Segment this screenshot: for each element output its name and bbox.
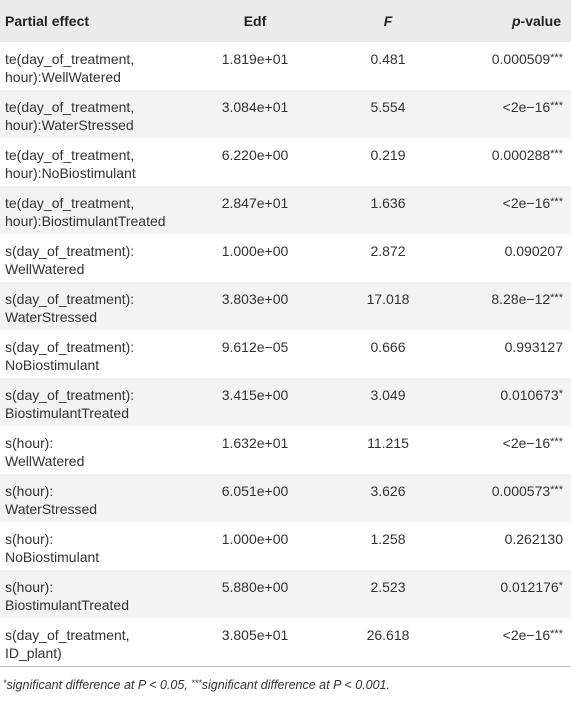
cell-edf: 3.803e+00 xyxy=(221,291,289,307)
effect-line-2: hour):WaterStressed xyxy=(5,117,134,133)
cell-partial-effect xyxy=(0,522,180,570)
cell-p-value xyxy=(446,618,571,666)
cell-f: 26.618 xyxy=(366,627,410,643)
cell-partial-effect xyxy=(0,234,180,282)
significance-marker: *** xyxy=(550,148,563,160)
cell-partial-effect xyxy=(0,618,180,666)
p-value-text: <2e−16 xyxy=(502,435,551,451)
cell-partial-effect xyxy=(0,330,180,378)
col-partial-effect: Partial effect xyxy=(5,13,90,29)
p-value-text: 0.090207 xyxy=(504,243,563,259)
cell-partial-effect xyxy=(0,90,180,138)
cell-edf: 6.051e+00 xyxy=(221,483,289,499)
cell-p-value xyxy=(446,90,571,138)
significance-marker: *** xyxy=(550,100,563,112)
cell-partial-effect xyxy=(0,186,180,234)
effect-line-2: WaterStressed xyxy=(5,501,98,517)
cell-p-value xyxy=(446,234,571,282)
cell-partial-effect xyxy=(0,138,180,186)
table-row xyxy=(0,282,571,330)
effect-line-1: te(day_of_treatment, xyxy=(5,99,135,115)
table-row xyxy=(0,570,571,618)
cell-p-value xyxy=(446,282,571,330)
cell-f: 11.215 xyxy=(367,435,409,451)
significance-marker: *** xyxy=(550,292,563,304)
p-value-text: <2e−16 xyxy=(502,195,551,211)
cell-edf: 1.819e+01 xyxy=(221,51,289,67)
cell-partial-effect xyxy=(0,378,180,426)
effect-line-2: hour):NoBiostimulant xyxy=(5,165,136,181)
cell-edf: 1.632e+01 xyxy=(221,435,289,451)
cell-p-value xyxy=(446,570,571,618)
cell-partial-effect xyxy=(0,282,180,330)
cell-p-value xyxy=(446,138,571,186)
table-row xyxy=(0,522,571,570)
cell-f: 0.219 xyxy=(370,147,406,163)
effect-line-1: te(day_of_treatment, xyxy=(5,195,135,211)
effect-line-2: BiostimulantTreated xyxy=(5,597,129,613)
effect-line-1: te(day_of_treatment, xyxy=(5,147,135,163)
effect-line-1: s(hour): xyxy=(5,483,54,499)
cell-p-value xyxy=(446,42,571,90)
effect-line-2: WellWatered xyxy=(5,453,85,469)
cell-edf: 3.415e+00 xyxy=(221,387,289,403)
effect-line-2: ID_plant) xyxy=(5,645,62,661)
cell-partial-effect xyxy=(0,474,180,522)
footnote-text-2: significant difference at P < 0.001. xyxy=(201,678,390,692)
footnote-star-1: * xyxy=(3,678,7,688)
table-row xyxy=(0,378,571,426)
cell-f: 0.666 xyxy=(370,339,406,355)
header-row xyxy=(0,0,571,42)
cell-edf: 3.084e+01 xyxy=(221,99,289,115)
cell-f: 2.872 xyxy=(370,243,406,259)
cell-partial-effect xyxy=(0,426,180,474)
effect-line-1: s(day_of_treatment): xyxy=(5,291,135,307)
cell-edf: 9.612e−05 xyxy=(221,339,289,355)
effect-line-2: hour):BiostimulantTreated xyxy=(5,213,166,229)
col-f-label: F xyxy=(383,13,393,29)
col-p-italic: p xyxy=(511,13,521,29)
col-p-value xyxy=(446,0,571,42)
table-body xyxy=(0,42,571,666)
cell-f: 3.626 xyxy=(370,483,406,499)
effect-line-1: s(day_of_treatment, xyxy=(5,627,130,643)
effect-line-2: NoBiostimulant xyxy=(5,549,100,565)
effect-line-1: s(hour): xyxy=(5,531,54,547)
significance-marker: *** xyxy=(550,196,563,208)
col-edf: Edf xyxy=(243,13,267,29)
table-row xyxy=(0,138,571,186)
cell-partial-effect xyxy=(0,42,180,90)
p-value-text: 0.993127 xyxy=(504,339,563,355)
table-row xyxy=(0,618,571,666)
cell-f: 1.636 xyxy=(370,195,406,211)
cell-f: 17.018 xyxy=(366,291,410,307)
effect-line-2: hour):WellWatered xyxy=(5,69,121,85)
col-p-rest: -value xyxy=(520,13,561,29)
p-value-text: 0.010673 xyxy=(500,387,559,403)
effect-line-1: s(day_of_treatment): xyxy=(5,339,135,355)
cell-edf: 5.880e+00 xyxy=(221,579,289,595)
cell-f: 3.049 xyxy=(370,387,406,403)
table-footnote xyxy=(3,678,390,692)
table-row xyxy=(0,186,571,234)
table-row xyxy=(0,42,571,90)
effect-line-2: NoBiostimulant xyxy=(5,357,100,373)
table-row xyxy=(0,330,571,378)
cell-f: 0.481 xyxy=(370,51,406,67)
cell-p-value xyxy=(446,186,571,234)
p-value-text: 0.000573 xyxy=(491,483,551,499)
footnote-text-1: significant difference at P < 0.05, xyxy=(6,678,192,692)
p-value-text: 0.000509 xyxy=(491,51,551,67)
significance-marker: *** xyxy=(550,628,563,640)
cell-edf: 1.000e+00 xyxy=(221,243,289,259)
effect-line-2: BiostimulantTreated xyxy=(5,405,129,421)
effect-line-1: s(day_of_treatment): xyxy=(5,387,135,403)
cell-f: 1.258 xyxy=(370,531,406,547)
p-value-text: 0.000288 xyxy=(491,147,551,163)
table-row xyxy=(0,426,571,474)
cell-p-value xyxy=(446,330,571,378)
cell-edf: 1.000e+00 xyxy=(221,531,289,547)
cell-p-value xyxy=(446,426,571,474)
cell-edf: 6.220e+00 xyxy=(221,147,289,163)
effect-line-1: s(hour): xyxy=(5,435,54,451)
table-header xyxy=(0,0,571,42)
p-value-text: <2e−16 xyxy=(502,99,551,115)
significance-marker: *** xyxy=(550,484,563,496)
col-f xyxy=(330,0,446,42)
cell-p-value xyxy=(446,378,571,426)
table-row xyxy=(0,474,571,522)
effect-line-1: s(day_of_treatment): xyxy=(5,243,135,259)
cell-partial-effect xyxy=(0,570,180,618)
cell-p-value xyxy=(446,522,571,570)
p-value-text: 0.012176 xyxy=(500,579,559,595)
cell-edf: 2.847e+01 xyxy=(221,195,289,211)
effect-line-1: s(hour): xyxy=(5,579,54,595)
significance-marker: * xyxy=(558,580,563,592)
effect-line-1: te(day_of_treatment, xyxy=(5,51,135,67)
effect-line-2: WellWatered xyxy=(5,261,85,277)
cell-p-value xyxy=(446,474,571,522)
cell-f: 5.554 xyxy=(370,99,406,115)
p-value-text: <2e−16 xyxy=(502,627,551,643)
significance-marker: *** xyxy=(550,52,563,64)
effect-line-2: WaterStressed xyxy=(5,309,98,325)
cell-edf: 3.805e+01 xyxy=(221,627,289,643)
cell-f: 2.523 xyxy=(370,579,406,595)
footnote-star-3: *** xyxy=(191,678,202,688)
significance-marker: * xyxy=(558,388,563,400)
p-value-text: 0.262130 xyxy=(504,531,563,547)
p-value-text: 8.28e−12 xyxy=(491,291,551,307)
table-row xyxy=(0,90,571,138)
significance-marker: *** xyxy=(550,436,563,448)
table-row xyxy=(0,234,571,282)
